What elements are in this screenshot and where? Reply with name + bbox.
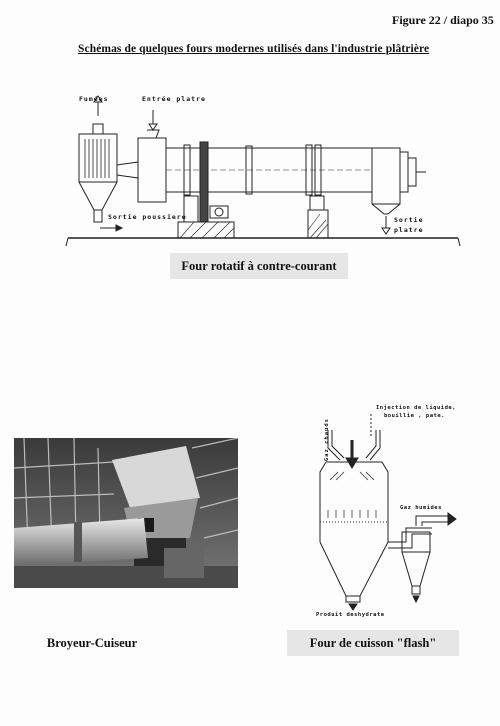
broyeur-cuiseur-caption: Broyeur-Cuiseur [46,636,138,650]
injection-label-1: Injection de liquide, [376,405,457,411]
injection-label-2: bouillie , pate. [384,413,445,419]
sortie-poussiere-label: Sortie poussiere [108,213,187,221]
sortie-label: Sortie [394,216,424,224]
entree-platre-label: Entrée platre [142,95,206,103]
gaz-chauds-label: Gaz chauds [324,418,330,462]
produit-deshydrate-label: Produit deshydrate [316,612,385,618]
page-title: Schémas de quelques fours modernes utilisés dans l'industrie plâtrière [78,43,430,55]
flash-calciner-diagram [316,400,466,620]
platre-label: platre [394,226,424,234]
rotary-kiln-caption: Four rotatif à contre-courant [170,253,348,279]
broyeur-cuiseur-photo [14,438,238,588]
flash-calciner-caption: Four de cuisson "flash" [287,630,459,656]
gaz-humides-label: Gaz humides [400,505,442,511]
figure-reference: Figure 22 / diapo 35 [392,13,494,27]
fumees-label: Fumées [79,95,109,103]
